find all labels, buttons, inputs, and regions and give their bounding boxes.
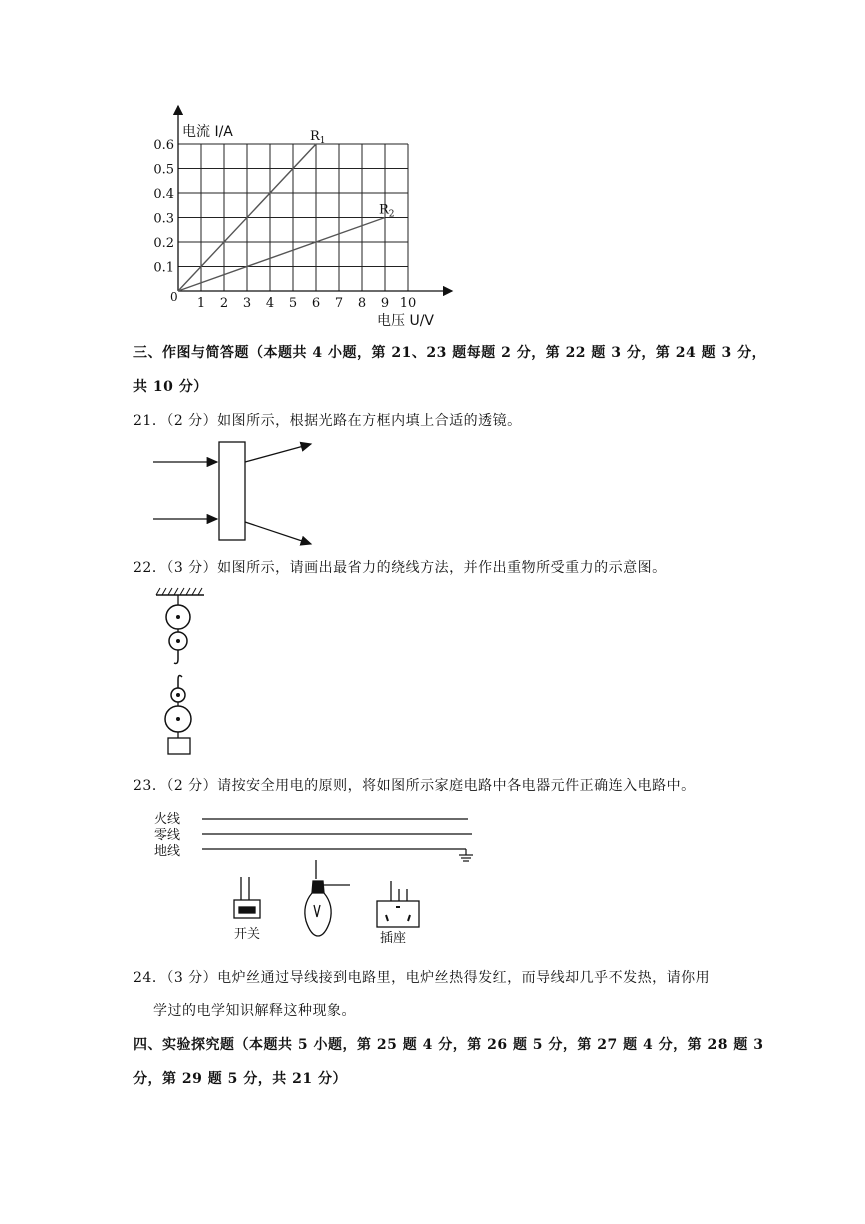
weight-block — [168, 738, 190, 754]
x-tick-label: 3 — [242, 296, 252, 311]
outgoing-ray-bottom — [245, 522, 311, 544]
switch-icon — [234, 877, 260, 918]
ground-wire-label: 地线 — [154, 844, 181, 859]
earth-symbol — [459, 849, 473, 861]
y-tick-label: 0.2 — [153, 236, 174, 251]
chart-grid — [178, 144, 408, 291]
fixed-hook — [174, 650, 178, 664]
outgoing-ray-top — [245, 444, 311, 462]
q24-text-line1: 24．（3 分）电炉丝通过导线接到电路里，电炉丝热得发红，而导线却几乎不发热，请你用 — [133, 970, 711, 986]
switch-label: 开关 — [234, 927, 261, 942]
x-tick-label: 2 — [219, 296, 229, 311]
iu-chart — [140, 100, 470, 335]
y-tick-label: 0.3 — [153, 211, 174, 227]
q21-lens-figure — [145, 438, 325, 548]
x-tick-label: 7 — [334, 296, 344, 311]
series-line-r2 — [178, 218, 385, 292]
section4-heading-line1: 四、实验探究题（本题共 5 小题，第 25 题 4 分，第 26 题 5 分，第 27 题 4 分，第 28 题 3 — [133, 1037, 764, 1053]
section3-heading-line2: 共 10 分） — [133, 379, 208, 395]
y-axis-label: 电流 I/A — [182, 124, 233, 140]
ceiling-hatch — [156, 588, 204, 595]
x-tick-label: 10 — [399, 296, 417, 311]
x-tick-label: 4 — [265, 296, 275, 311]
bulb-icon — [305, 860, 350, 936]
y-tick-label: 0.5 — [153, 162, 174, 178]
x-tick-label: 9 — [380, 296, 390, 311]
q22-pulley-figure — [150, 585, 210, 760]
q22-text: 22．（3 分）如图所示，请画出最省力的绕线方法，并作出重物所受重力的示意图。 — [133, 560, 667, 576]
series-label-r1: $R_1$ — [310, 129, 326, 146]
section3-heading-line1: 三、作图与简答题（本题共 4 小题，第 21、23 题每题 2 分，第 22 题 3 分，第 24 题 3 分， — [133, 345, 767, 361]
x-tick-label: 1 — [196, 296, 206, 311]
series-label-r2: $R_2$ — [379, 202, 395, 220]
socket-label: 插座 — [380, 931, 407, 946]
q24-text-line2: 学过的电学知识解释这种现象。 — [153, 1003, 356, 1019]
movable-hook — [178, 676, 182, 688]
lens-box — [219, 442, 245, 540]
y-tick-label: 0.4 — [153, 187, 174, 202]
live-wire-label: 火线 — [154, 812, 181, 827]
x-tick-label: 8 — [357, 296, 367, 311]
origin-label: 0 — [170, 290, 178, 304]
socket-icon — [377, 881, 419, 927]
x-tick-label: 6 — [311, 296, 321, 311]
q23-circuit-figure — [150, 805, 490, 950]
y-tick-label: 0.1 — [153, 260, 174, 276]
section4-heading-line2: 分，第 29 题 5 分，共 21 分） — [133, 1071, 347, 1087]
neutral-wire-label: 零线 — [154, 828, 181, 843]
x-tick-label: 5 — [288, 296, 298, 311]
q23-text: 23．（2 分）请按安全用电的原则，将如图所示家庭电路中各电器元件正确连入电路中。 — [133, 778, 696, 794]
x-axis-label: 电压 U/V — [377, 313, 434, 329]
q21-text: 21．（2 分）如图所示，根据光路在方框内填上合适的透镜。 — [133, 413, 522, 429]
y-tick-label: 0.6 — [153, 138, 174, 153]
